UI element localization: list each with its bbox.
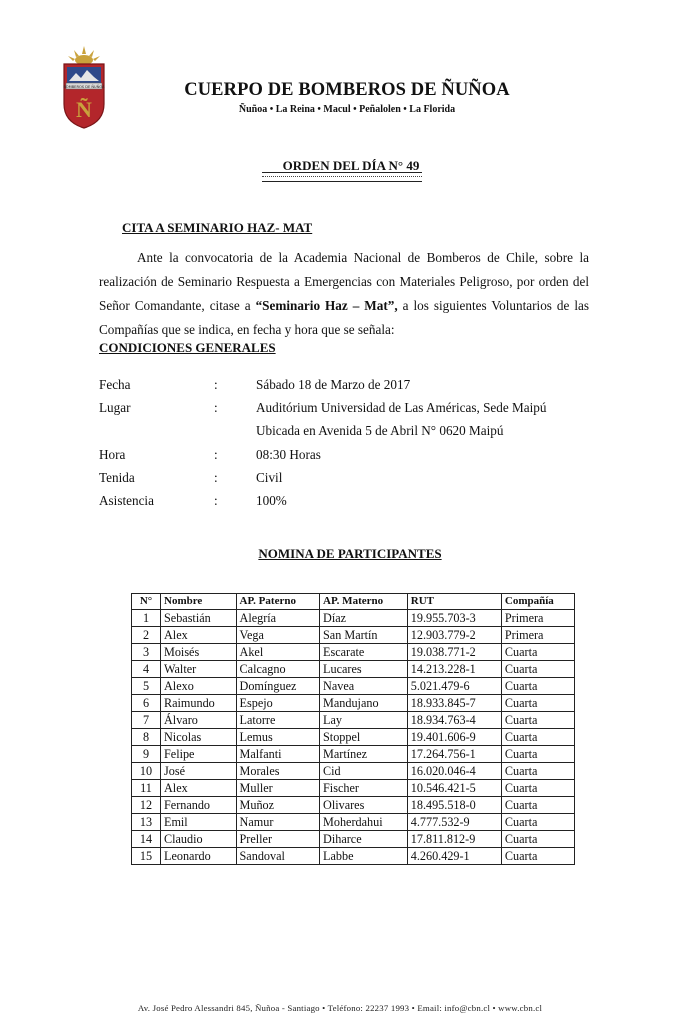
participants-list-title: NOMINA DE PARTICIPANTES [258,546,442,561]
cell-number: 14 [132,831,161,848]
table-header-row [132,594,575,610]
table-row [132,678,575,695]
table-row [132,814,575,831]
condition-colon: : [214,447,218,462]
cell-name: Fernando [161,797,237,814]
cell-company: Cuarta [501,712,574,729]
cell-rut: 16.020.046-4 [407,763,501,780]
cell-rut: 5.021.479-6 [407,678,501,695]
cell-name: Alex [161,627,237,644]
cell-number: 1 [132,610,161,627]
cell-maternal: Escarate [320,644,408,661]
cell-company: Cuarta [501,797,574,814]
table-row [132,763,575,780]
crest-letter: Ñ [76,97,92,122]
cell-paternal: Preller [236,831,320,848]
cell-number: 13 [132,814,161,831]
column-header-rut: RUT [407,594,501,610]
organization-communes: Ñuñoa • La Reina • Macul • Peñalolen • La Florida [238,104,456,115]
cell-number: 8 [132,729,161,746]
table-row [132,746,575,763]
cell-paternal: Muller [236,780,320,797]
cell-company: Cuarta [501,831,574,848]
cell-name: Alexo [161,678,237,695]
cell-rut: 18.934.763-4 [407,712,501,729]
condition-value: 08:30 Horas [256,447,321,462]
cell-rut: 10.546.421-5 [407,780,501,797]
cell-maternal: Navea [320,678,408,695]
cell-company: Cuarta [501,678,574,695]
cell-number: 5 [132,678,161,695]
paragraph-seminar-name: “Seminario Haz – Mat”, [255,298,398,313]
cell-rut: 19.038.771-2 [407,644,501,661]
cell-number: 2 [132,627,161,644]
cell-paternal: Domínguez [236,678,320,695]
cell-maternal: Lay [320,712,408,729]
cell-maternal: Cid [320,763,408,780]
cell-paternal: Calcagno [236,661,320,678]
column-header-paternal: AP. Paterno [236,594,320,610]
cell-maternal: Díaz [320,610,408,627]
table-row [132,661,575,678]
table-body [132,610,575,865]
cell-paternal: Espejo [236,695,320,712]
cell-rut: 4.777.532-9 [407,814,501,831]
condition-label: Asistencia [99,493,154,508]
paragraph-text-1: Ante la convocatoria de la Academia Nacional de Bomberos de Chile, sobre la realización de Seminario Respuesta a Emergencias con Materiales Peligroso, por orden del Señor Comandante, citase a [99,250,589,313]
condition-colon: : [214,470,218,485]
cell-paternal: Alegría [236,610,320,627]
cell-company: Cuarta [501,848,574,865]
cell-number: 7 [132,712,161,729]
cell-paternal: Muñoz [236,797,320,814]
cell-number: 10 [132,763,161,780]
cell-rut: 18.933.845-7 [407,695,501,712]
condition-value: Civil [256,470,283,485]
cell-company: Primera [501,610,574,627]
table-row [132,729,575,746]
cell-paternal: Malfanti [236,746,320,763]
condition-value: Sábado 18 de Marzo de 2017 [256,377,411,392]
cell-maternal: Lucares [320,661,408,678]
table-row [132,712,575,729]
condition-label: Hora [99,447,126,462]
participants-table [131,593,575,865]
table-row [132,848,575,865]
cell-paternal: Latorre [236,712,320,729]
cell-paternal: Akel [236,644,320,661]
cell-company: Cuarta [501,780,574,797]
cell-name: Alex [161,780,237,797]
cell-paternal: Sandoval [236,848,320,865]
column-header-number: N° [132,594,161,610]
cell-rut: 19.401.606-9 [407,729,501,746]
column-header-company: Compañía [501,594,574,610]
cell-maternal: San Martín [320,627,408,644]
paragraph-text-2: a los siguientes Voluntarios de las Compañías que se indica, en fecha y hora que se señala: [99,298,590,337]
cell-maternal: Mandujano [320,695,408,712]
column-header-name: Nombre [161,594,237,610]
order-title: ORDEN DEL DÍA N° 49 [282,158,420,173]
cell-name: Raimundo [161,695,237,712]
cell-company: Cuarta [501,695,574,712]
cell-company: Cuarta [501,746,574,763]
footer-contact: Av. José Pedro Alessandri 845, Ñuñoa - Santiago • Teléfono: 22237 1993 • Email: info@cbn.cl • www.cbn.cl [137,1003,543,1013]
order-title-rule [262,172,422,182]
cell-rut: 17.811.812-9 [407,831,501,848]
table-row [132,610,575,627]
condition-label: Lugar [99,400,131,415]
cell-name: Sebastián [161,610,237,627]
organization-title: CUERPO DE BOMBEROS DE ÑUÑOA [184,80,510,100]
cell-name: Emil [161,814,237,831]
cell-company: Cuarta [501,661,574,678]
crest-ribbon-text: BOMBEROS DE ÑUÑOA [63,85,105,89]
cell-rut: 17.264.756-1 [407,746,501,763]
table-row [132,831,575,848]
cell-name: José [161,763,237,780]
cell-number: 9 [132,746,161,763]
cell-name: Leonardo [161,848,237,865]
cell-rut: 4.260.429-1 [407,848,501,865]
table-row [132,695,575,712]
cell-paternal: Lemus [236,729,320,746]
condition-value: 100% [256,493,287,508]
cell-company: Cuarta [501,644,574,661]
cell-name: Walter [161,661,237,678]
cell-rut: 12.903.779-2 [407,627,501,644]
table-row [132,780,575,797]
cell-maternal: Stoppel [320,729,408,746]
condition-value: Auditórium Universidad de Las Américas, Sede Maipú [256,400,547,415]
cell-company: Cuarta [501,763,574,780]
cell-number: 12 [132,797,161,814]
cell-maternal: Olivares [320,797,408,814]
table-row [132,627,575,644]
cell-name: Felipe [161,746,237,763]
cell-name: Álvaro [161,712,237,729]
condition-label: Tenida [99,470,135,485]
cell-company: Cuarta [501,729,574,746]
cell-number: 11 [132,780,161,797]
cell-maternal: Labbe [320,848,408,865]
cell-rut: 19.955.703-3 [407,610,501,627]
cell-name: Nicolas [161,729,237,746]
cell-maternal: Fischer [320,780,408,797]
cell-maternal: Martínez [320,746,408,763]
cell-maternal: Moherdahui [320,814,408,831]
cell-rut: 18.495.518-0 [407,797,501,814]
cell-company: Primera [501,627,574,644]
table-row [132,797,575,814]
condition-label: Fecha [99,377,131,392]
condition-colon: : [214,377,218,392]
cell-rut: 14.213.228-1 [407,661,501,678]
cell-number: 6 [132,695,161,712]
cell-paternal: Namur [236,814,320,831]
table-row [132,644,575,661]
convocation-paragraph [99,246,589,342]
crest-sunburst [68,46,100,65]
cell-maternal: Diharce [320,831,408,848]
cell-number: 4 [132,661,161,678]
section-heading-conditions: CONDICIONES GENERALES [99,340,276,355]
cell-paternal: Vega [236,627,320,644]
cell-company: Cuarta [501,814,574,831]
condition-colon: : [214,400,218,415]
condition-value: Ubicada en Avenida 5 de Abril N° 0620 Maipú [256,423,504,438]
cell-number: 3 [132,644,161,661]
cell-number: 15 [132,848,161,865]
condition-colon: : [214,493,218,508]
column-header-maternal: AP. Materno [320,594,408,610]
cell-name: Claudio [161,831,237,848]
cell-paternal: Morales [236,763,320,780]
cell-name: Moisés [161,644,237,661]
section-heading-seminar: CITA A SEMINARIO HAZ- MAT [122,220,313,235]
